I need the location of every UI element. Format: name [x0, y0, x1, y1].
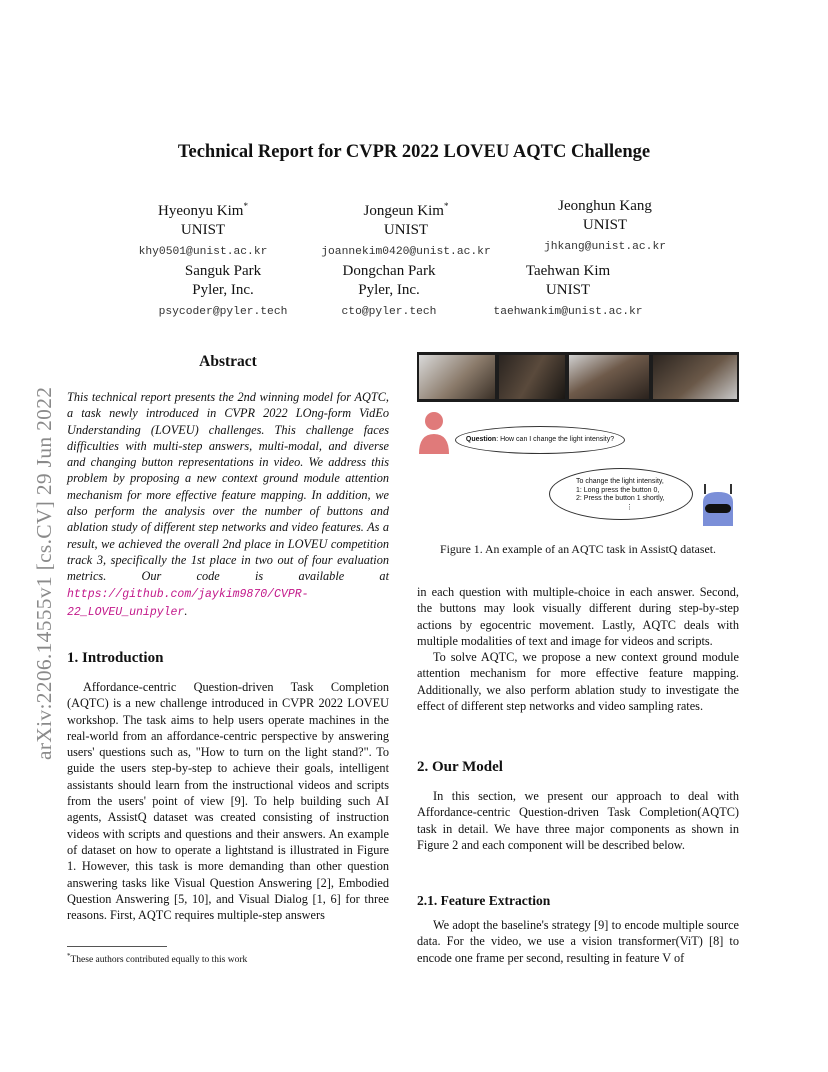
code-link[interactable]: https://github.com/jaykim9870/CVPR-22_LOVEU_unipyler — [67, 587, 309, 619]
author-name: Jongeun Kim — [363, 203, 444, 219]
user-avatar-icon — [417, 410, 451, 454]
subsection-heading-feature-extraction: 2.1. Feature Extraction — [417, 893, 551, 908]
paper-title: Technical Report for CVPR 2022 LOVEU AQTC Challenge — [177, 142, 651, 162]
footnote: *These authors contributed equally to this work — [67, 952, 248, 966]
author-block — [530, 197, 680, 253]
robot-assistant-icon — [701, 482, 735, 526]
author-name: Taehwan Kim — [525, 263, 611, 279]
author-name: Dongchan Park — [342, 263, 436, 279]
figure-1 — [417, 352, 739, 537]
author-name: Sanguk Park — [184, 263, 262, 279]
answer-line: ⋮ — [626, 503, 633, 511]
video-frame — [569, 355, 649, 399]
our-model-body — [417, 788, 739, 853]
answer-line: 1: Long press the button 0, — [576, 486, 660, 494]
author-affiliation: Pyler, Inc. — [192, 282, 254, 298]
question-text: : How can I change the light intensity? — [496, 436, 615, 443]
question-bubble — [455, 426, 625, 454]
video-frame-strip — [417, 352, 739, 402]
author-block — [486, 262, 650, 318]
video-frame — [419, 355, 495, 399]
author-block: Jongeun Kim* UNIST joannekim0420@unist.ac.kr — [306, 197, 506, 258]
footnote-rule — [67, 946, 167, 947]
author-affiliation: Pyler, Inc. — [358, 282, 420, 298]
section-heading-our-model: 2. Our Model — [417, 759, 503, 775]
answer-bubble — [549, 468, 693, 520]
paragraph: In this section, we present our approach to deal with Affordance-centric Question-driven Task Completion(AQTC) task in detail. We have three major components as shown in Figure 2 and each component will be described below. — [417, 789, 739, 852]
author-name: Jeonghun Kang — [558, 198, 652, 214]
author-block — [314, 262, 464, 318]
question-label: Question — [465, 436, 497, 443]
answer-line: To change the light intensity, — [576, 478, 664, 485]
section-heading-introduction: 1. Introduction — [67, 650, 164, 666]
author-email[interactable]: cto@pyler.tech — [341, 306, 437, 318]
video-frame — [499, 355, 565, 399]
paragraph: in each question with multiple-choice in each answer. Second, the buttons may look visually different during step-by-step actions by egocentric movement. Lastly, AQTC deals with multiple modalities of text and image for videos and scripts. — [417, 585, 739, 648]
author-block — [148, 262, 298, 318]
author-affiliation: UNIST — [180, 222, 226, 238]
author-email[interactable]: joannekim0420@unist.ac.kr — [321, 246, 491, 258]
author-email[interactable]: taehwankim@unist.ac.kr — [493, 306, 643, 318]
author-email[interactable]: psycoder@pyler.tech — [158, 306, 288, 318]
introduction-body — [67, 679, 389, 923]
arxiv-identifier: arXiv:2206.14555v1 [cs.CV] 29 Jun 2022 — [32, 386, 56, 760]
paragraph: To solve AQTC, we propose a new context ground module attention mechanism for more effective feature mapping. Additionally, we also perform ablation study to investigate the effect of different step networks and video sampling rates. — [417, 650, 739, 714]
feature-extraction-body — [417, 917, 739, 966]
paragraph: We adopt the baseline's strategy [9] to encode multiple source data. For the video, we use a vision transformer(ViT) [8] to encode one frame per second, resulting in feature V of — [417, 918, 739, 965]
answer-line: 2: Press the button 1 shortly, — [576, 495, 665, 502]
author-email[interactable]: khy0501@unist.ac.kr — [138, 246, 268, 258]
author-email[interactable]: jhkang@unist.ac.kr — [543, 241, 667, 253]
introduction-paragraph: Affordance-centric Question-driven Task Completion (AQTC) is a new challenge introduced in CVPR 2022 LOVEU workshop. The task aims to help users operate machines in the real-world from an affordance-centric perspective by answering users' questions such as, "How to turn on the light stand?". To guide the users step-by-step to achieve their goals, intelligent assistants should learn from the instructional videos and scripts from the users' point of view [9]. To help building such AI agents, AssistQ dataset was created consisting of instruction videos with scripts and questions and their answers. An example of dataset on how to operate a lightstand is illustrated in Figure 1. However, this task is more demanding than other question answering tasks like Visual Question Answering [2], Embodied Question Answering [5, 10], and Visual Dialog [1, 6] for three reasons. First, AQTC requires multiple-step answers — [67, 680, 389, 923]
abstract-text: This technical report presents the 2nd winning model for AQTC, a task newly introduced in CVPR 2022 LOng-form VidEo Understanding (LOVEU) challenges. This challenge faces difficulties with multi-step answers, multi-modal, and diverse and changing button representations in video. We address this problem by proposing a new context ground module attention mechanism for more effective feature mapping. In addition, we also perform the analysis over the number of buttons and ablation study of different step networks and video features. As a result, we achieved the overall 2nd place in LOVEU competition track 3, specifically the 1st place in two out of four evaluation metrics. Our code is available at — [67, 390, 389, 584]
figure-1-caption: Figure 1. An example of an AQTC task in AssistQ dataset. — [440, 542, 716, 556]
right-column-body — [417, 584, 739, 714]
author-affiliation: UNIST — [582, 217, 628, 233]
abstract-body: This technical report presents the 2nd winning model for AQTC, a task newly introduced in CVPR 2022 LOng-form VidEo Understanding (LOVEU) challenges. This challenge faces difficulties with multi-step answers, multi-modal, and diverse and changing button representations in video. We address this problem by proposing a new context ground module attention mechanism for more effective feature mapping. In addition, we also perform the analysis over the number of buttons and ablation study of different step networks and video features. As a result, we achieved the overall 2nd place in LOVEU competition track 3, specifically the 1st place in two out of four evaluation metrics. Our code is available at https://github.com/jaykim9870/CVPR-22_LOVEU_unipyler. — [67, 390, 389, 619]
author-name: Hyeonyu Kim — [158, 203, 244, 219]
abstract-heading: Abstract — [199, 353, 257, 370]
author-affiliation: UNIST — [545, 282, 591, 298]
arxiv-sidebar — [14, 290, 56, 760]
author-affiliation: UNIST — [383, 222, 429, 238]
author-block: Hyeonyu Kim* UNIST khy0501@unist.ac.kr — [128, 197, 278, 258]
video-frame — [653, 355, 737, 399]
